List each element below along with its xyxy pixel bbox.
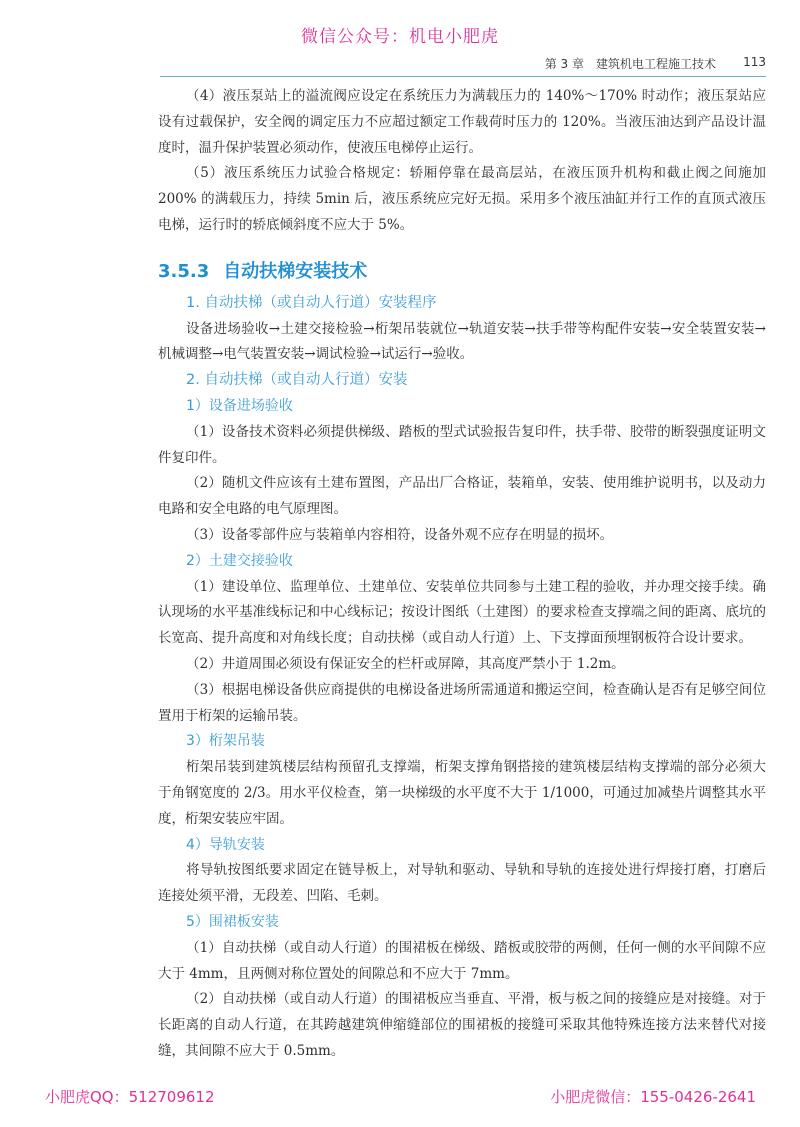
paragraph: 将导轨按图纸要求固定在链导板上，对导轨和驱动、导轨和导轨的连接处进行焊接打磨，打磨后连接处须平滑，无段差、凹陷、毛刺。	[158, 862, 766, 905]
page-number: 113	[743, 55, 766, 69]
paragraph: （5）液压系统压力试验合格规定：轿厢停靠在最高层站，在液压顶升机构和截止阀之间施加 200% 的满载压力，持续 5min 后，液压系统应完好无损。采用多个液压油缸并行工作的直顶式液压电梯，运行时的轿底倾斜度不应大于 5%。	[158, 165, 766, 233]
minor-heading: 5）围裙板安装	[186, 913, 279, 930]
paragraph: （3）根据电梯设备供应商提供的电梯设备进场所需通道和搬运空间，检查确认是否有足够空间位置用于桁架的运输吊装。	[158, 681, 766, 724]
section-title: 自动扶梯安装技术	[223, 260, 368, 282]
footer-watermark	[0, 1086, 800, 1110]
page-body	[158, 84, 766, 1065]
subheading: 2. 自动扶梯（或自动人行道）安装	[186, 372, 408, 389]
footer-qq: 小肥虎QQ：512709612	[45, 1088, 215, 1106]
paragraph: （2）自动扶梯（或自动人行道）的围裙板应当垂直、平滑，板与板之间的接缝应是对接缝。对于长距离的自动人行道，在其跨越建筑伸缩缝部位的围裙板的接缝可采取其他特殊连接方法来替代对接缝，其间隙不应大于 0.5mm。	[158, 991, 766, 1059]
paragraph: （2）井道周围必须设有保证安全的栏杆或屏障，其高度严禁小于 1.2m。	[186, 655, 625, 672]
running-header	[160, 52, 766, 77]
paragraph: （1）建设单位、监理单位、土建单位、安装单位共同参与土建工程的验收，并办理交接手续。确认现场的水平基准线标记和中心线标记；按设计图纸（土建图）的要求检查支撑端之间的距离、底坑的长宽高、提升高度和对角线长度；自动扶梯（或自动人行道）上、下支撑面预埋钢板符合设计要求。	[158, 578, 766, 647]
subheading: 1. 自动扶梯（或自动人行道）安装程序	[186, 294, 437, 311]
paragraph: （3）设备零部件应与装箱单内容相符，设备外观不应存在明显的损坏。	[186, 526, 614, 543]
chapter-title: 第 3 章 建筑机电工程施工技术	[544, 57, 716, 71]
paragraph: （4）液压泵站上的溢流阀应设定在系统压力为满载压力的 140%～170% 时动作；液压泵站应设有过载保护，安全阀的调定压力不应超过额定工作载荷时压力的 120%。当液压油达到产品设计温度时，温升保护装置必须动作，使液压电梯停止运行。	[158, 88, 766, 156]
paragraph: （1）自动扶梯（或自动人行道）的围裙板在梯级、踏板或胶带的两侧，任何一侧的水平间隙不应大于 4mm，且两侧对称位置处的间隙总和不应大于 7mm。	[158, 939, 766, 982]
section-heading	[158, 259, 766, 285]
paragraph: 设备进场验收→土建交接检验→桁架吊装就位→轨道安装→扶手带等构配件安装→安全装置安装→机械调整→电气装置安装→调试检验→试运行→验收。	[158, 320, 766, 363]
minor-heading: 1）设备进场验收	[186, 397, 293, 414]
section-number: 3.5.3	[158, 260, 210, 282]
minor-heading: 2）土建交接验收	[186, 552, 293, 569]
paragraph: （2）随机文件应该有土建布置图，产品出厂合格证，装箱单，安装、使用维护说明书，以及动力电路和安全电路的电气原理图。	[158, 475, 766, 518]
paragraph: 桁架吊装到建筑楼层结构预留孔支撑端，桁架支撑角钢搭接的建筑楼层结构支撑端的部分必须大于角钢宽度的 2/3。用水平仪检查，第一块梯级的水平度不大于 1/1000，可通过加减垫片调整其水平度，桁架安装应牢固。	[158, 759, 766, 827]
watermark-text: 微信公众号：机电小肥虎	[301, 27, 499, 47]
footer-wechat: 小肥虎微信：155-0426-2641	[550, 1088, 756, 1106]
minor-heading: 4）导轨安装	[186, 836, 265, 853]
minor-heading: 3）桁架吊装	[186, 733, 265, 750]
paragraph: （1）设备技术资料必须提供梯级、踏板的型式试验报告复印件，扶手带、胶带的断裂强度证明文件复印件。	[158, 423, 766, 466]
